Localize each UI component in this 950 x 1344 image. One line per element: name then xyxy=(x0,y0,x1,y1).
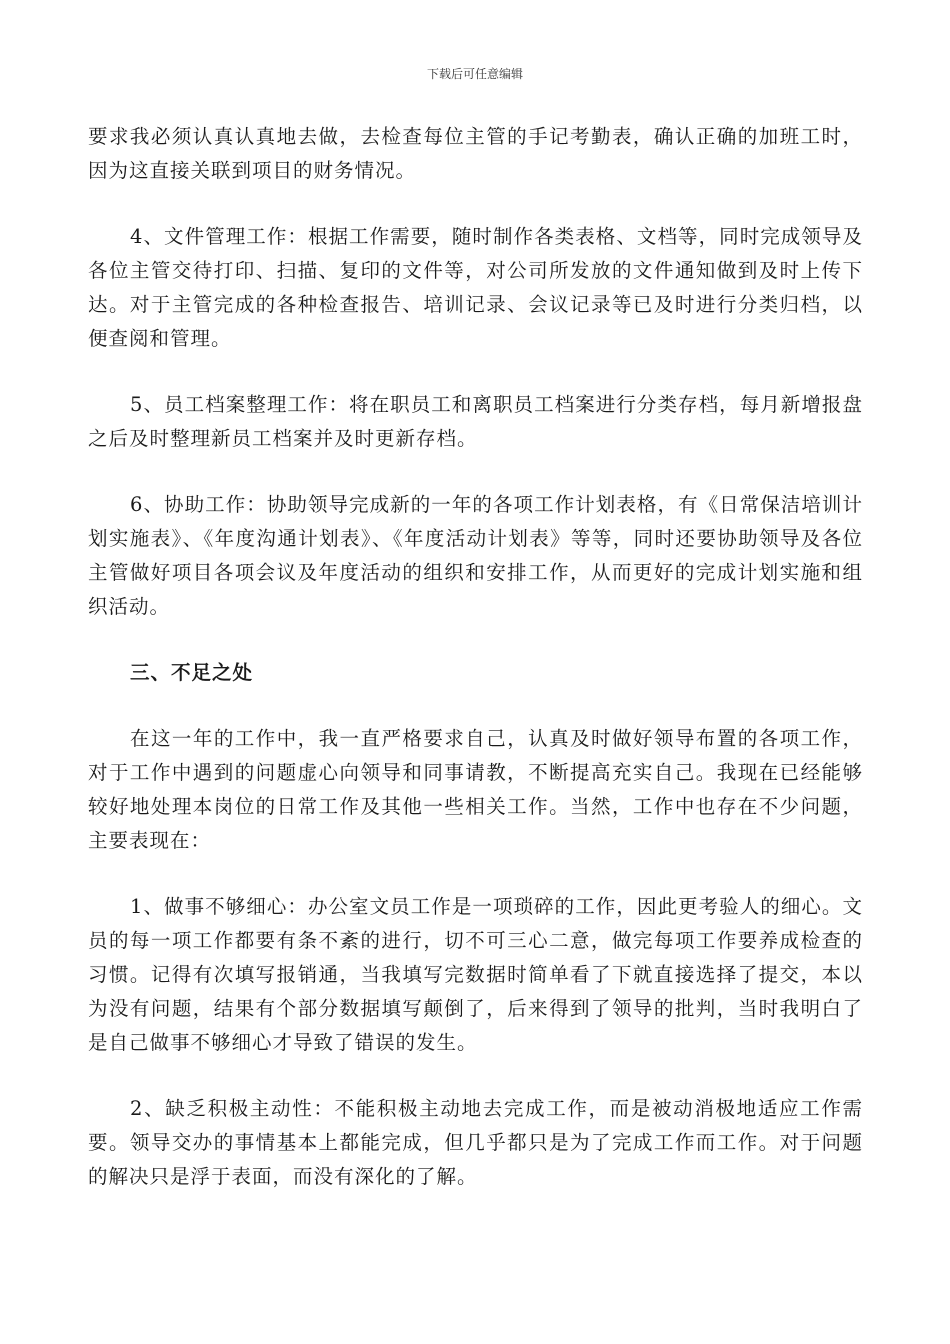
paragraph-not-careful: 1、做事不够细心：办公室文员工作是一项琐碎的工作，因此更考验人的细心。文员的每一项工作都要有条不紊的进行，切不可三心二意，做完每项工作要养成检查的习惯。记得有次填写报销通，当我填写完数据时简单看了下就直接选择了提交，本以为没有问题，结果有个部分数据填写颠倒了，后来得到了领导的批判，当时我明白了是自己做事不够细心才导致了错误的发生。 xyxy=(88,895,863,1054)
paragraph-gap xyxy=(88,356,863,388)
paragraph-lack-initiative: 2、缺乏积极主动性：不能积极主动地去完成工作，而是被动消极地适应工作需要。领导交办的事情基本上都能完成，但几乎都只是为了完成工作而工作。对于问题的解决只是浮于表面，而没有深化的了解。 xyxy=(88,1097,863,1188)
paragraph-shortcomings-intro: 在这一年的工作中，我一直严格要求自己，认真及时做好领导布置的各项工作，对于工作中遇到的问题虚心向领导和同事请教，不断提高充实自己。我现在已经能够较好地处理本岗位的日常工作及其他一些相关工作。当然，工作中也存在不少问题，主要表现在： xyxy=(88,727,863,852)
paragraph-assistance-work: 6、协助工作：协助领导完成新的一年的各项工作计划表格，有《日常保洁培训计划实施表》、《年度沟通计划表》、《年度活动计划表》等等，同时还要协助领导及各位主管做好项目各项会议及年度活动的组织和安排工作，从而更好的完成计划实施和组织活动。 xyxy=(88,493,863,618)
paragraph-gap xyxy=(88,624,863,656)
paragraph-gap xyxy=(88,188,863,220)
paragraph-gap xyxy=(88,858,863,890)
paragraph-continuation: 要求我必须认真认真地去做，去检查每位主管的手记考勤表，确认正确的加班工时，因为这直接关联到项目的财务情况。 xyxy=(88,125,863,182)
paragraph-gap xyxy=(88,456,863,488)
paragraph-gap xyxy=(88,1060,863,1092)
paragraph-employee-archives: 5、员工档案整理工作：将在职员工和离职员工档案进行分类存档，每月新增报盘之后及时整理新员工档案并及时更新存档。 xyxy=(88,393,863,450)
section-heading-shortcomings: 三、不足之处 xyxy=(130,661,254,684)
paragraph-gap xyxy=(88,690,863,722)
document-body xyxy=(88,120,863,1194)
paragraph-file-management: 4、文件管理工作：根据工作需要，随时制作各类表格、文档等，同时完成领导及各位主管交待打印、扫描、复印的文件等，对公司所发放的文件通知做到及时上传下达。对于主管完成的各种检查报告、培训记录、会议记录等已及时进行分类归档，以便查阅和管理。 xyxy=(88,225,863,350)
page-header: 下载后可任意编辑 xyxy=(426,67,523,81)
